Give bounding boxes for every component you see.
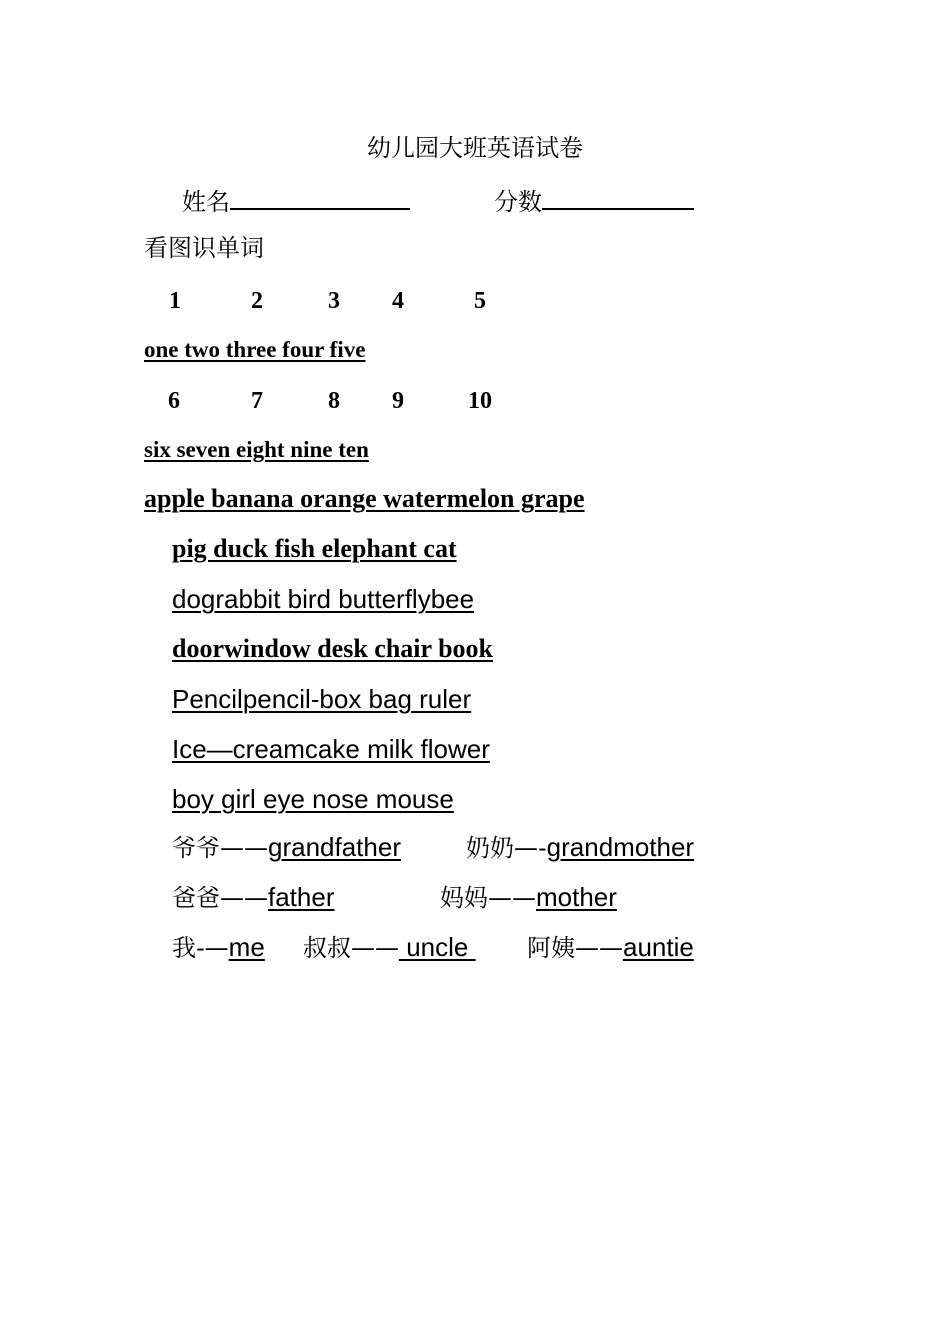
family-en-word: grandfather	[268, 832, 401, 862]
number-label: 6	[168, 388, 180, 414]
family-line-3b	[303, 934, 476, 961]
name-blank	[230, 186, 410, 210]
family-line-3c	[527, 934, 694, 961]
number-label: 8	[328, 388, 340, 414]
number-label: 2	[251, 288, 263, 314]
number-label: 4	[392, 288, 404, 314]
number-label: 5	[474, 288, 486, 314]
name-field	[182, 186, 410, 214]
name-label: 姓名	[182, 188, 230, 216]
number-label: 3	[328, 288, 340, 314]
family-cn-label: 叔叔——	[303, 934, 399, 962]
body-line: boy girl eye nose mouse	[172, 784, 454, 814]
family-en-word: me	[228, 932, 265, 962]
family-cn-label: 奶奶—-	[466, 834, 547, 862]
family-cn-label: 妈妈——	[440, 884, 536, 912]
family-line-2b	[440, 884, 617, 911]
family-line-2	[172, 884, 335, 911]
family-en-word: auntie	[623, 932, 694, 962]
score-field	[494, 186, 694, 214]
family-cn-label: 爷爷——	[172, 834, 268, 862]
score-blank	[542, 186, 694, 210]
number-label: 1	[169, 288, 181, 314]
objects-line-2: Pencilpencil-box bag ruler	[172, 684, 472, 714]
number-label: 7	[251, 388, 263, 414]
animals-line-2: dograbbit bird butterflybee	[172, 584, 475, 614]
family-en-word: father	[268, 882, 335, 912]
food-line: Ice—creamcake milk flower	[172, 734, 490, 764]
fruits-line: apple banana orange watermelon grape	[144, 484, 585, 513]
score-label: 分数	[494, 188, 542, 216]
number-label: 10	[468, 388, 492, 414]
section-heading: 看图识单词	[144, 234, 264, 262]
objects-line-1: doorwindow desk chair book	[172, 634, 493, 663]
family-en-word: grandmother	[546, 832, 695, 862]
words-row-2: six seven eight nine ten	[144, 437, 369, 462]
page-title: 幼儿园大班英语试卷	[367, 134, 583, 162]
family-cn-label: 爸爸——	[172, 884, 268, 912]
family-cn-label: 我-—	[172, 934, 229, 962]
family-en-word: mother	[536, 882, 617, 912]
number-label: 9	[392, 388, 404, 414]
animals-line-1: pig duck fish elephant cat	[172, 534, 457, 563]
words-row-1: one two three four five	[144, 337, 366, 362]
family-en-word: uncle	[399, 932, 476, 962]
family-line-1	[172, 834, 401, 861]
family-line-1b	[466, 834, 694, 861]
family-line-3	[172, 934, 265, 961]
family-cn-label: 阿姨——	[527, 934, 623, 962]
